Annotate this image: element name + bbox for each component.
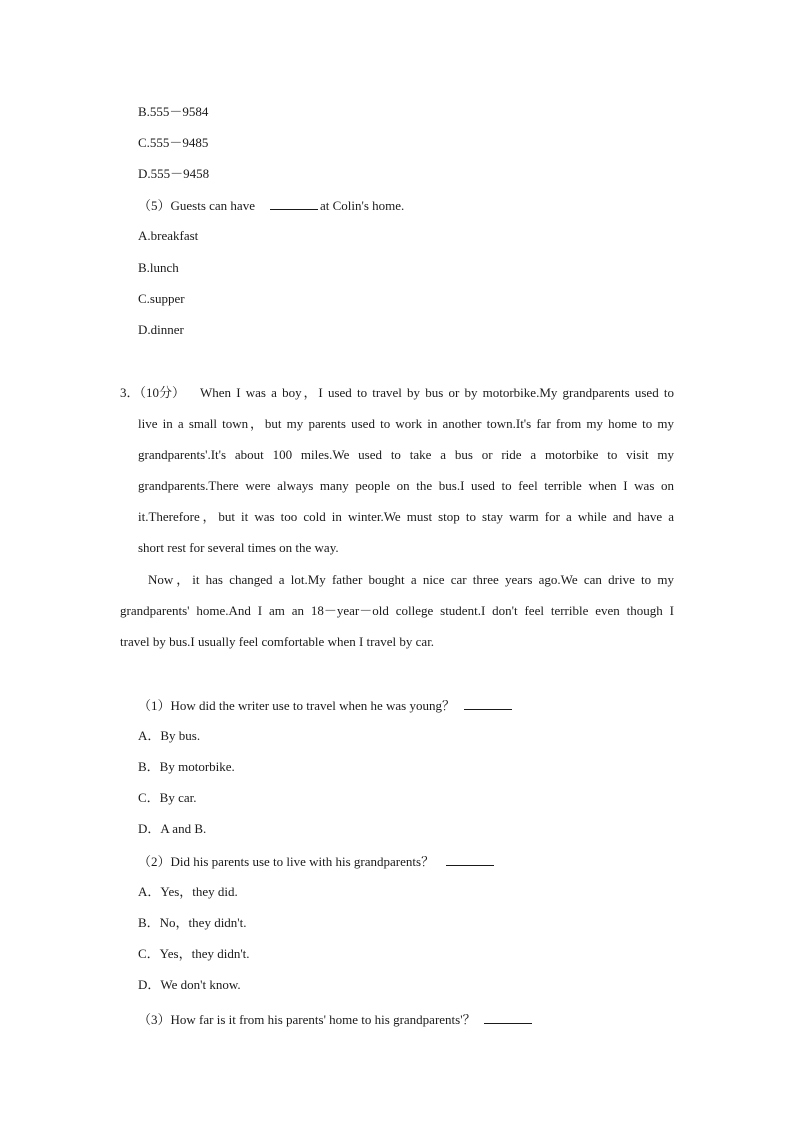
answer-blank bbox=[484, 1011, 532, 1024]
question-5 bbox=[138, 197, 404, 214]
passage-line: grandparents.There were always many people on the bus.I used to feel terrible when I was on bbox=[138, 478, 674, 493]
question-3 bbox=[138, 1011, 534, 1028]
passage-line: travel by bus.I usually feel comfortable when I travel by car. bbox=[120, 634, 435, 649]
question-score: （10分） bbox=[139, 385, 186, 400]
option-d: D．A and B. bbox=[138, 821, 207, 836]
question-2 bbox=[138, 853, 496, 870]
option-c: C.555－9485 bbox=[138, 135, 209, 150]
question-2-text: （2）Did his parents use to live with his grandparents？ bbox=[138, 854, 435, 869]
option-b: B．By motorbike. bbox=[138, 759, 235, 774]
passage-line: grandparents' home.And I am an 18－year－old college student.I don't feel terrible even though I bbox=[120, 603, 674, 618]
question-1 bbox=[138, 697, 514, 714]
answer-blank bbox=[270, 197, 318, 210]
passage-line: live in a small town，but my parents used to work in another town.It's far from my home to my bbox=[138, 416, 674, 431]
answer-blank bbox=[464, 697, 512, 710]
question-1-text: （1）How did the writer use to travel when he was young？ bbox=[138, 698, 455, 713]
passage-line: Now，it has changed a lot.My father bought a nice car three years ago.We can drive to my bbox=[148, 572, 674, 587]
option-d: D．We don't know. bbox=[138, 977, 241, 992]
option-a: A．By bus. bbox=[138, 728, 201, 743]
question-number: 3． bbox=[120, 385, 140, 400]
passage-line: short rest for several times on the way. bbox=[138, 540, 339, 555]
option-c: C．By car. bbox=[138, 790, 197, 805]
option-a: A．Yes，they did. bbox=[138, 884, 238, 899]
question-5-prefix: （5）Guests can have bbox=[138, 198, 255, 213]
passage-line: it.Therefore，but it was too cold in winter.We must stop to stay warm for a while and have a bbox=[138, 509, 674, 524]
question-3-number bbox=[120, 385, 185, 401]
option-b: B.555－9584 bbox=[138, 104, 209, 119]
option-b: B．No，they didn't. bbox=[138, 915, 247, 930]
option-b: B.lunch bbox=[138, 260, 179, 275]
option-d: D.555－9458 bbox=[138, 166, 210, 181]
question-3-text: （3）How far is it from his parents' home to his grandparents'？ bbox=[138, 1012, 476, 1027]
option-c: C.supper bbox=[138, 291, 185, 306]
option-d: D.dinner bbox=[138, 322, 184, 337]
answer-blank bbox=[446, 853, 494, 866]
passage-line: grandparents'.It's about 100 miles.We used to take a bus or ride a motorbike to visit my bbox=[138, 447, 674, 462]
question-5-suffix: at Colin's home. bbox=[319, 198, 405, 213]
option-c: C．Yes，they didn't. bbox=[138, 946, 250, 961]
passage-line: When I was a boy，I used to travel by bus or by motorbike.My grandparents used to bbox=[200, 385, 674, 400]
option-a: A.breakfast bbox=[138, 228, 199, 243]
